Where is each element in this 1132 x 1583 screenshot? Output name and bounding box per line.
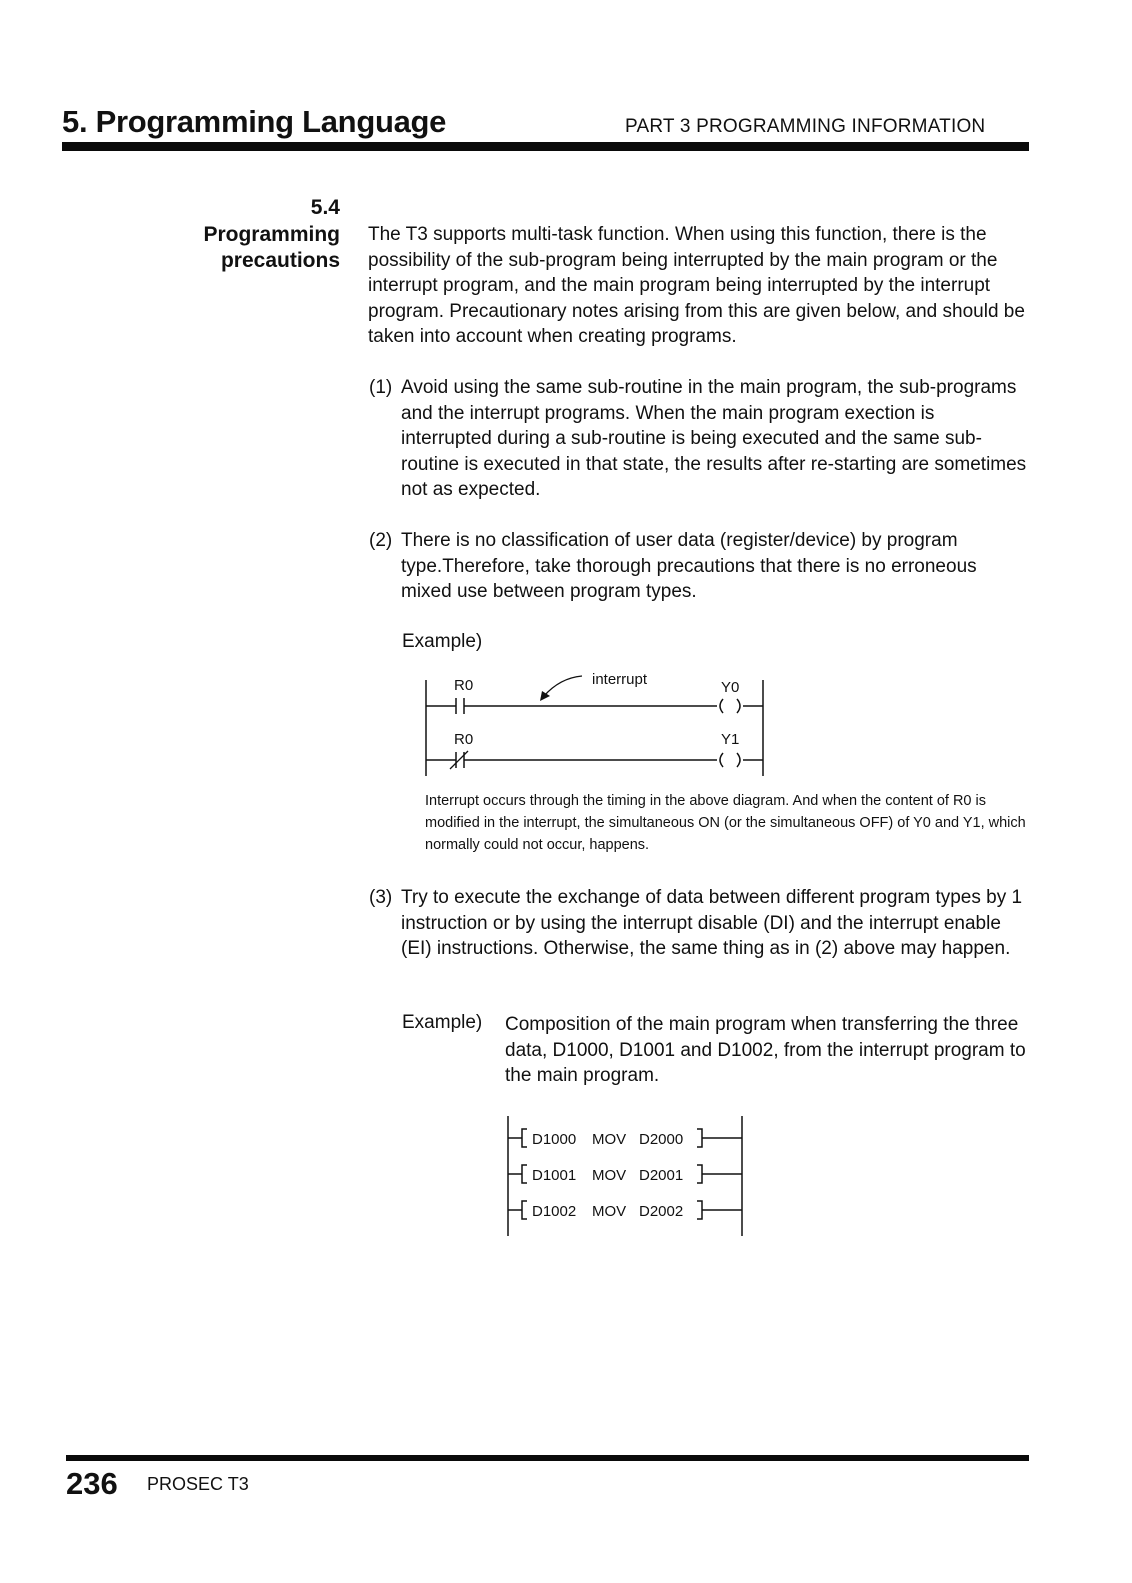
chapter-title: 5. Programming Language: [62, 104, 447, 139]
coil-right-paren: [737, 699, 740, 713]
section-title: [150, 222, 340, 274]
right-bracket: [697, 1129, 702, 1147]
mov-op: MOV: [592, 1167, 627, 1184]
example-2-label: Example): [402, 1012, 483, 1033]
ladder-diagram-interrupt: [420, 662, 780, 780]
footer-divider: [66, 1455, 1029, 1461]
precaution-item-3: [369, 885, 1029, 962]
section-title-line2: precautions: [220, 249, 340, 272]
section-title-line1: Programming: [203, 223, 340, 246]
rung-2: [426, 731, 763, 769]
item-number: (3): [369, 887, 393, 908]
item-text: There is no classification of user data (register/device) by program type.Therefore, take thorough precautions that there is no erroneous mixed use between program types.: [401, 530, 977, 602]
product-name: PROSEC T3: [147, 1474, 249, 1494]
mov-rung-3: [508, 1201, 742, 1220]
right-bracket: [697, 1201, 702, 1219]
mov-dst: D2002: [639, 1203, 684, 1220]
mov-src: D1000: [532, 1131, 577, 1148]
interrupt-arrow-head: [540, 691, 550, 701]
intro-paragraph: The T3 supports multi-task function. When using this function, there is the possibility of the sub-program being interrupted by the main program or the interrupt program, and the main program being interrupted by the interrupt program. Precautionary notes arising from this are given below, and should be taken into account when creating programs.: [368, 224, 1025, 347]
section-number: 5.4: [310, 196, 340, 219]
precaution-item-2: [369, 528, 1029, 605]
example-1-note: Interrupt occurs through the timing in the above diagram. And when the content of R0 is modified in the interrupt, the simultaneous ON (or the simultaneous OFF) of Y0 and Y1, which normally could not occur, happens.: [425, 793, 1026, 853]
mov-rung-2: [508, 1165, 742, 1184]
rung2-coil-label: Y1: [721, 731, 740, 748]
coil-left-paren: [720, 753, 723, 767]
precaution-item-1: [369, 375, 1029, 503]
item-number: (1): [369, 377, 393, 398]
mov-dst: D2001: [639, 1167, 684, 1184]
rung2-contact-label: R0: [454, 731, 474, 748]
rung1-contact-label: R0: [454, 677, 474, 694]
item-text: Avoid using the same sub-routine in the main program, the sub-programs and the interrupt programs. When the main program exection is interrupted during a sub-routine is being executed and the same sub-routine is executed in that state, the results after re-starting are sometimes not as expected.: [401, 377, 1027, 500]
right-bracket: [697, 1165, 702, 1183]
interrupt-arrow-line: [544, 676, 582, 696]
example-1-label: Example): [402, 631, 483, 652]
interrupt-annotation: interrupt: [592, 671, 648, 688]
ladder-diagram-mov: [500, 1112, 750, 1240]
mov-op: MOV: [592, 1203, 627, 1220]
header-divider: [62, 142, 1029, 151]
item-text: Try to execute the exchange of data between different program types by 1 instruction or by using the interrupt disable (DI) and the interrupt enable (EI) instructions. Otherwise, the same thing as in (2) above may happen.: [401, 887, 1023, 959]
mov-dst: D2000: [639, 1131, 684, 1148]
mov-rung-1: [508, 1129, 742, 1148]
rung1-coil-label: Y0: [721, 679, 740, 696]
coil-left-paren: [720, 699, 723, 713]
mov-src: D1002: [532, 1203, 577, 1220]
mov-src: D1001: [532, 1167, 577, 1184]
left-bracket: [522, 1201, 527, 1219]
example-2-text: Composition of the main program when transferring the three data, D1000, D1001 and D1002, from the interrupt program to the main program.: [505, 1014, 1026, 1086]
page-number: 236: [66, 1466, 118, 1501]
part-label: PART 3 PROGRAMMING INFORMATION: [625, 116, 986, 137]
left-bracket: [522, 1165, 527, 1183]
mov-op: MOV: [592, 1131, 627, 1148]
coil-right-paren: [737, 753, 740, 767]
item-number: (2): [369, 530, 393, 551]
rung-1: [426, 671, 763, 714]
left-bracket: [522, 1129, 527, 1147]
